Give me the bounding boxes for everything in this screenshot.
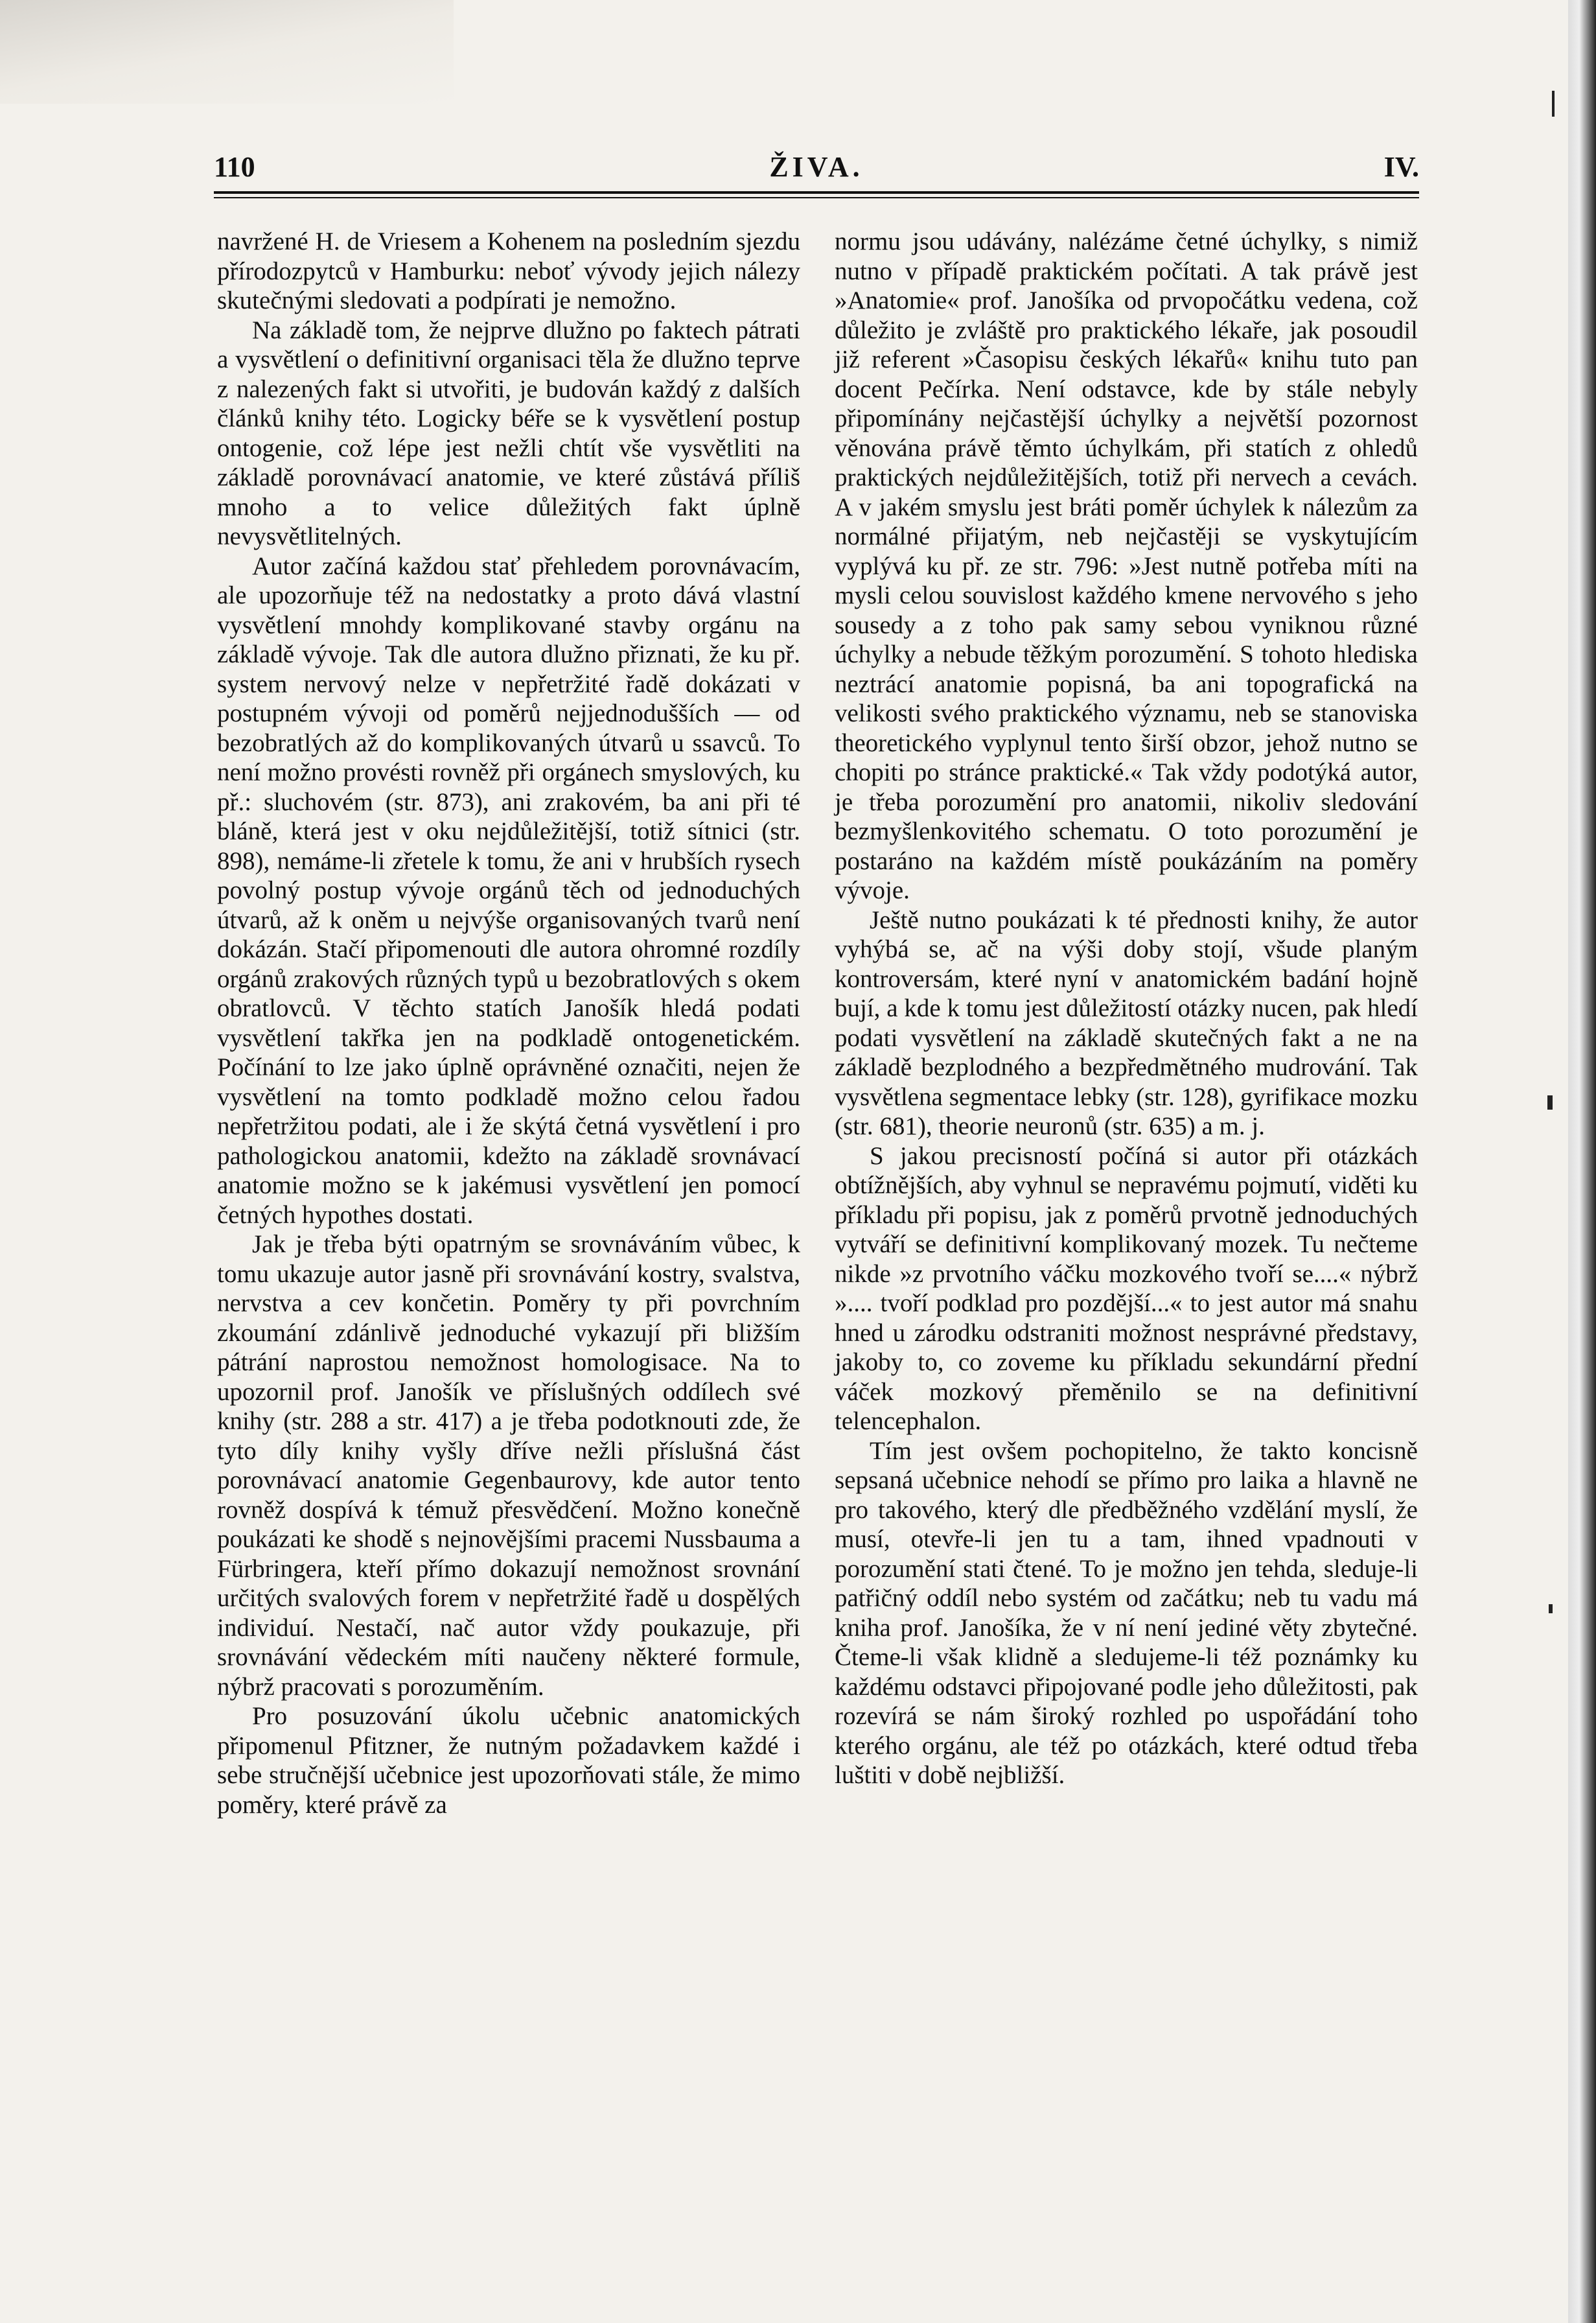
paragraph: Pro posuzování úkolu učebnic anatomických připomenul Pfitzner, že nutným požadavkem každé i sebe stručnější učebnice jest upozorňovati stále, že mimo poměry, které právě za xyxy=(217,1702,800,1819)
margin-mark xyxy=(1552,91,1555,117)
margin-mark xyxy=(1547,1095,1553,1110)
book-edge xyxy=(1568,0,1596,2323)
right-column xyxy=(835,227,1418,1790)
paragraph: Ještě nutno poukázati k té přednosti knihy, že autor vyhýbá se, ač na výši doby stojí, všude planým kontroversám, které nyní v anatomickém badání hojně bují, a kde k tomu jest důležitostí otázky nucen, pak hledí podati vysvětlení na základě skutečných fakt a ne na základě bezplodného a bezpředmětného mudrování. Tak vysvětlena segmentace lebky (str. 128), gyrifikace mozku (str. 681), theorie neuronů (str. 635) a m. j. xyxy=(835,905,1418,1140)
margin-mark xyxy=(1549,1604,1553,1613)
scan-shadow xyxy=(0,0,454,104)
paragraph: normu jsou udávány, nalézáme četné úchylky, s nimiž nutno v případě praktickém počítati. A tak právě jest »Anatomie« prof. Janošíka od prvopočátku vedena, což důležito je zvláště pro praktického lékaře, jak posoudil již referent »Časopisu českých lékařů« knihu tuto pan docent Pečírka. Není odstavce, kde by stále nebyly připomínány nejčastější úchylky a největší pozornost věnována právě těmto úchylkám, při statích z ohledů praktických nejdůležitějších, totiž při nervech a cevách. A v jakém smyslu jest bráti poměr úchylek k nálezům za normálné přijatým, neb nejčastěji se vyskytujícím vyplývá ku př. ze str. 796: »Jest nutně potřeba míti na mysli celou souvislost každého kmene nervového s jeho sousedy a z toho pak samy sebou vyniknou různé úchylky a nebude těžkým porozumění. S tohoto hlediska neztrácí anatomie popisná, ba ani topografická na velikosti svého praktického významu, neb se stanoviska theoretického vyplynul tento širší obzor, jehož nutno se chopiti po stránce praktické.« Tak vždy podotýká autor, je třeba porozumění pro anatomii, nikoliv sledování bezmyšlenkovitého schematu. O toto porozumění je postaráno na každém místě poukázáním na poměry vývoje. xyxy=(835,228,1418,904)
header-rule xyxy=(214,191,1419,194)
page-number: 110 xyxy=(214,151,255,183)
volume-number: IV. xyxy=(1383,151,1419,183)
paragraph: Na základě tom, že nejprve dlužno po faktech pátrati a vysvětlení o definitivní organisaci těla že dlužno teprve z nalezených fakt si utvořiti, je budován každý z dalších článků knihy této. Logicky béře se k vysvětlení postup ontogenie, což lépe jest nežli chtít vše vysvětliti na základě porovnávací anatomie, ve které zůstává příliš mnoho a to velice důležitých fakt úplně nevysvětlitelných. xyxy=(217,316,800,550)
paragraph: Autor začíná každou stať přehledem porovnávacím, ale upozorňuje též na nedostatky a proto dává vlastní vysvětlení mnohdy komplikované stavby orgánu na základě vývoje. Tak dle autora dlužno přiznati, že ku př. system nervový nelze v nepřetržité řadě dokázati v postupném vývoji od poměrů nejjednodušších — od bezobratlých až do komplikovaných útvarů u ssavců. To není možno provésti rovněž při orgánech smyslových, ku př.: sluchovém (str. 873), ani zrakovém, ba ani při té bláně, která jest v oku nejdůležitější, totiž sítnici (str. 898), nemáme-li zřetele k tomu, že ani v hrubších rysech povolný postup vývoje orgánů těch od jednoduchých útvarů, až k oněm u nejvýše organisovaných tvarů není dokázán. Stačí připomenouti dle autora ohromné rozdíly orgánů zrakových různých typů u bezobratlových s okem obratlovců. V těchto statích Janošík hledá podati vysvětlení takřka jen na podkladě ontogenetickém. Počínání to lze jako úplně oprávněné označiti, nejen že vysvětlení na tomto podkladě možno celou řadou nepřetržitou podati, ale i že skýtá četná vysvětlení i pro pathologickou anatomii, kdežto na základě srovnávací anatomie možno se k jakémusi vysvětlení jen pomocí četných hypothes dostati. xyxy=(217,552,800,1229)
header-rule-thin xyxy=(214,197,1419,198)
paragraph: navržené H. de Vriesem a Kohenem na posledním sjezdu přírodozpytců v Hamburku: neboť vývody jejich nálezy skutečnými sledovati a podpírati je nemožno. xyxy=(217,228,800,314)
journal-title: ŽIVA. xyxy=(769,151,864,183)
paragraph: Tím jest ovšem pochopitelno, že takto koncisně sepsaná učebnice nehodí se přímo pro laika a hlavně ne pro takového, který dle předběžného vzdělání myslí, že musí, otevře-li jen tu a tam, ihned vpadnouti v porozumění stati čtené. To je možno jen tehda, sleduje-li patřičný oddíl nebo systém od začátku; neb tu vadu má kniha prof. Janošíka, že v ní není jediné věty zbytečné. Čteme-li však klidně a sledujeme-li též poznámky ku každému odstavci připojované podle jeho důležitosti, pak rozevírá se nám široký rozhled po uspořádání toho kterého orgánu, ale též po otázkách, které odtud třeba luštiti v době nejbližší. xyxy=(835,1436,1418,1789)
paragraph: S jakou precisností počíná si autor při otázkách obtížnějších, aby vyhnul se nepravému pojmutí, viděti ku příkladu při popisu, jak z poměrů prvotně jednoduchých vytváří se definitivní komplikovaný mozek. Tu nečteme nikde »z prvotního váčku mozkového tvoří se....« nýbrž ».... tvoří podklad pro pozdější...« to jest autor má snahu hned u zárodku odstraniti možnost nesprávné představy, jakoby to, co zoveme ku příkladu sekundární přední váček mozkový přeměnilo se na definitivní telencephalon. xyxy=(835,1141,1418,1435)
left-column xyxy=(217,227,800,1819)
running-header xyxy=(214,150,1419,189)
paragraph: Jak je třeba býti opatrným se srovnáváním vůbec, k tomu ukazuje autor jasně při srovnávání kostry, svalstva, nervstva a cev končetin. Poměry ty při povrchním zkoumání zdánlivě jednoduché vykazují při bližším pátrání naprostou nemožnost homologisace. Na to upozornil prof. Janošík ve příslušných oddílech své knihy (str. 288 a str. 417) a je třeba podotknouti zde, že tyto díly knihy vyšly dříve nežli příslušná část porovnávací anatomie Gegenbaurovy, kde autor tento rovněž dospívá k témuž přesvědčení. Možno konečně poukázati ke shodě s nejnovějšími pracemi Nussbauma a Fürbringera, kteří přímo dokazují nemožnost srovnání určitých svalových forem v nepřetržité řadě u dospělých individuí. Nestačí, nač autor vždy poukazuje, při srovnávání vědeckém míti naučeny některé formule, nýbrž pracovati s porozuměním. xyxy=(217,1230,800,1701)
